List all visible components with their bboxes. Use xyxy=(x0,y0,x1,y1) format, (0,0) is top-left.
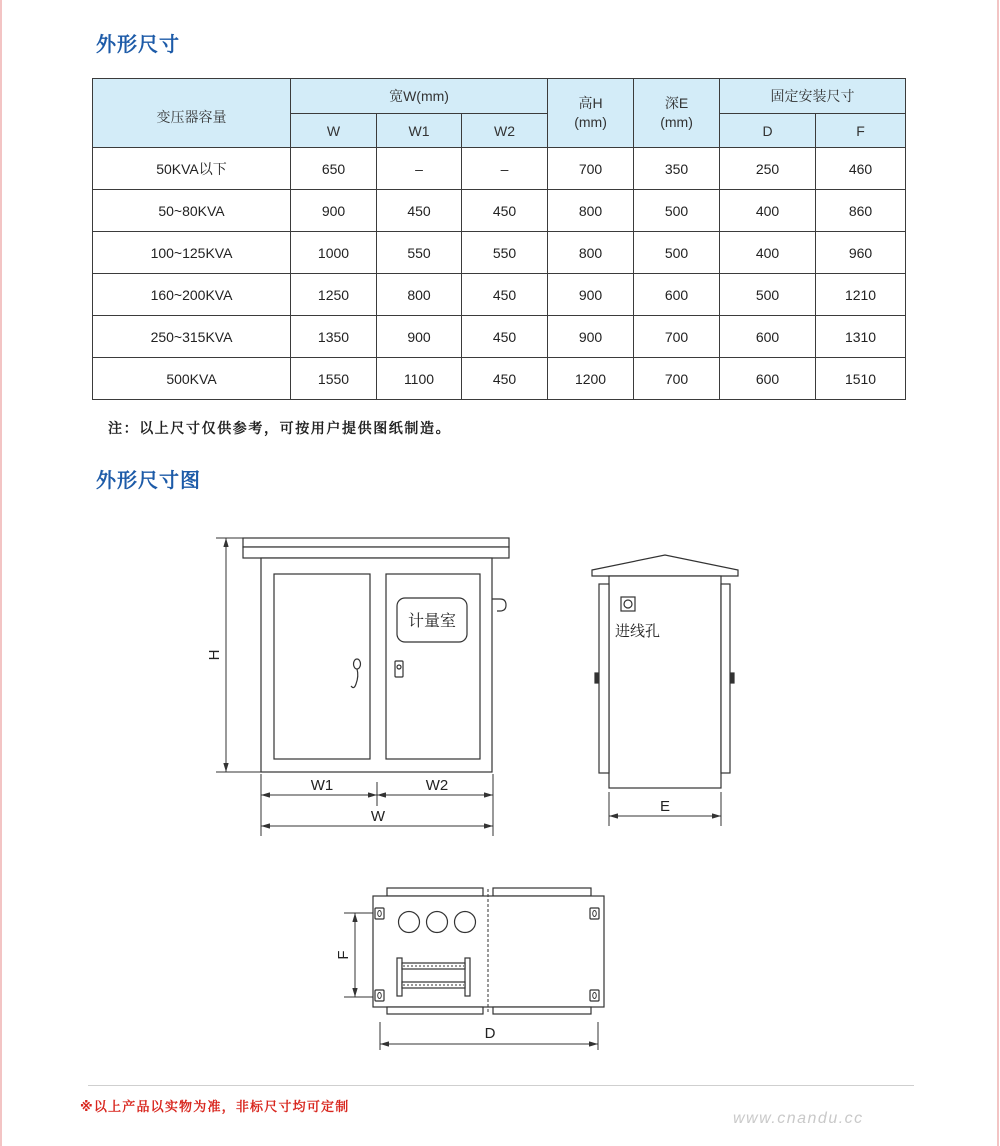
cell-h: 800 xyxy=(548,190,634,232)
page-border-left xyxy=(0,0,2,1146)
header-w2: W2 xyxy=(462,114,548,148)
cell-h: 800 xyxy=(548,232,634,274)
cell-w: 650 xyxy=(291,148,377,190)
page-border-right xyxy=(997,0,999,1146)
plan-bottom-bar-left xyxy=(387,1007,483,1014)
header-mount-group: 固定安装尺寸 xyxy=(720,79,906,114)
cable-entry-label: 进线孔 xyxy=(615,623,661,640)
cell-e: 350 xyxy=(634,148,720,190)
side-roof xyxy=(592,555,738,576)
dimension-label-w1: W1 xyxy=(310,777,334,794)
table-row xyxy=(93,148,906,190)
cell-w1: 450 xyxy=(377,190,462,232)
cell-f: 1210 xyxy=(816,274,906,316)
footer-note: ※以上产品以实物为准，非标尺寸均可定制 xyxy=(80,1099,350,1114)
cell-w2: 450 xyxy=(462,358,548,400)
section-title-drawings: 外形尺寸图 xyxy=(96,470,201,492)
header-depth-label: 深E xyxy=(664,95,689,111)
cell-e: 700 xyxy=(634,358,720,400)
mount-slot-bottom-left xyxy=(378,993,382,999)
cell-w1: 1100 xyxy=(377,358,462,400)
header-depth xyxy=(634,79,720,148)
spec-table xyxy=(92,78,906,400)
side-hook-icon xyxy=(492,599,506,611)
header-width-group: 宽W(mm) xyxy=(291,79,548,114)
plan-top-bar-right xyxy=(493,888,591,896)
front-view xyxy=(243,538,509,772)
roof-lower-plate xyxy=(243,547,509,558)
plan-hole-3 xyxy=(455,912,476,933)
roof-top-plate xyxy=(243,538,509,547)
cell-d: 400 xyxy=(720,190,816,232)
table-body xyxy=(93,148,906,400)
cell-f: 460 xyxy=(816,148,906,190)
header-w1: W1 xyxy=(377,114,462,148)
cell-w2: 450 xyxy=(462,190,548,232)
cell-d: 250 xyxy=(720,148,816,190)
side-strip-right xyxy=(721,584,730,773)
plan-hole-2 xyxy=(427,912,448,933)
plan-view xyxy=(373,888,604,1014)
cell-capacity: 250~315KVA xyxy=(93,316,291,358)
dimension-label-d: D xyxy=(484,1025,496,1042)
cell-d: 500 xyxy=(720,274,816,316)
cell-w: 1550 xyxy=(291,358,377,400)
cable-entry-hole-icon xyxy=(624,600,632,608)
mount-slot-top-left xyxy=(378,911,382,917)
table-header xyxy=(93,79,906,148)
hinge-left-icon xyxy=(595,673,598,683)
cell-e: 700 xyxy=(634,316,720,358)
mount-slot-bottom-right xyxy=(593,993,597,999)
plan-bottom-bar-right xyxy=(493,1007,591,1014)
hinge-right-icon xyxy=(731,673,734,683)
ladder-rail-left xyxy=(397,958,402,996)
side-view-dimensions xyxy=(609,792,721,826)
header-f: F xyxy=(816,114,906,148)
cell-w1: 900 xyxy=(377,316,462,358)
dimension-label-e: E xyxy=(659,798,671,815)
header-row-1 xyxy=(93,79,906,114)
table-row xyxy=(93,190,906,232)
cell-w: 1350 xyxy=(291,316,377,358)
cell-e: 500 xyxy=(634,190,720,232)
dimension-label-w: W xyxy=(370,808,386,825)
cell-f: 860 xyxy=(816,190,906,232)
cell-w: 900 xyxy=(291,190,377,232)
cell-capacity: 500KVA xyxy=(93,358,291,400)
cell-f: 1510 xyxy=(816,358,906,400)
table-note: 注：以上尺寸仅供参考，可按用户提供图纸制造。 xyxy=(108,420,452,436)
header-height xyxy=(548,79,634,148)
header-height-label: 高H xyxy=(578,95,603,111)
cell-capacity: 160~200KVA xyxy=(93,274,291,316)
cell-d: 600 xyxy=(720,358,816,400)
dimension-label-f: F xyxy=(334,950,352,960)
mount-slot-top-right xyxy=(593,911,597,917)
cell-h: 1200 xyxy=(548,358,634,400)
plan-top-bar-left xyxy=(387,888,483,896)
header-d: D xyxy=(720,114,816,148)
cell-capacity: 50KVA以下 xyxy=(93,148,291,190)
cell-w2: 550 xyxy=(462,232,548,274)
cell-w: 1250 xyxy=(291,274,377,316)
cell-w1: 800 xyxy=(377,274,462,316)
watermark: www.cnandu.cc xyxy=(733,1110,864,1127)
plan-hole-1 xyxy=(399,912,420,933)
cell-d: 400 xyxy=(720,232,816,274)
cell-h: 700 xyxy=(548,148,634,190)
cell-h: 900 xyxy=(548,316,634,358)
section-title-dimensions: 外形尺寸 xyxy=(96,34,180,56)
door-handle-icon xyxy=(354,659,361,669)
cell-w1: – xyxy=(377,148,462,190)
door-lock-keyhole xyxy=(397,665,401,669)
side-strip-left xyxy=(599,584,609,773)
cell-e: 600 xyxy=(634,274,720,316)
footer-divider xyxy=(88,1085,914,1086)
table-row xyxy=(93,358,906,400)
meter-room-label: 计量室 xyxy=(407,613,457,630)
ladder-rail-right xyxy=(465,958,470,996)
cell-d: 600 xyxy=(720,316,816,358)
cell-e: 500 xyxy=(634,232,720,274)
table-row xyxy=(93,274,906,316)
cell-w2: 450 xyxy=(462,316,548,358)
cell-w2: 450 xyxy=(462,274,548,316)
table-row xyxy=(93,316,906,358)
dimension-label-w2: W2 xyxy=(425,777,449,794)
dimension-drawings xyxy=(180,520,780,1070)
cell-w: 1000 xyxy=(291,232,377,274)
dimension-label-h: H xyxy=(205,649,223,661)
header-w: W xyxy=(291,114,377,148)
cell-f: 960 xyxy=(816,232,906,274)
side-view xyxy=(592,555,738,788)
header-depth-unit: (mm) xyxy=(660,114,693,130)
cell-w1: 550 xyxy=(377,232,462,274)
cell-capacity: 50~80KVA xyxy=(93,190,291,232)
header-capacity: 变压器容量 xyxy=(93,79,291,148)
cell-w2: – xyxy=(462,148,548,190)
cell-f: 1310 xyxy=(816,316,906,358)
cell-capacity: 100~125KVA xyxy=(93,232,291,274)
header-height-unit: (mm) xyxy=(574,114,607,130)
cell-h: 900 xyxy=(548,274,634,316)
table-row xyxy=(93,232,906,274)
